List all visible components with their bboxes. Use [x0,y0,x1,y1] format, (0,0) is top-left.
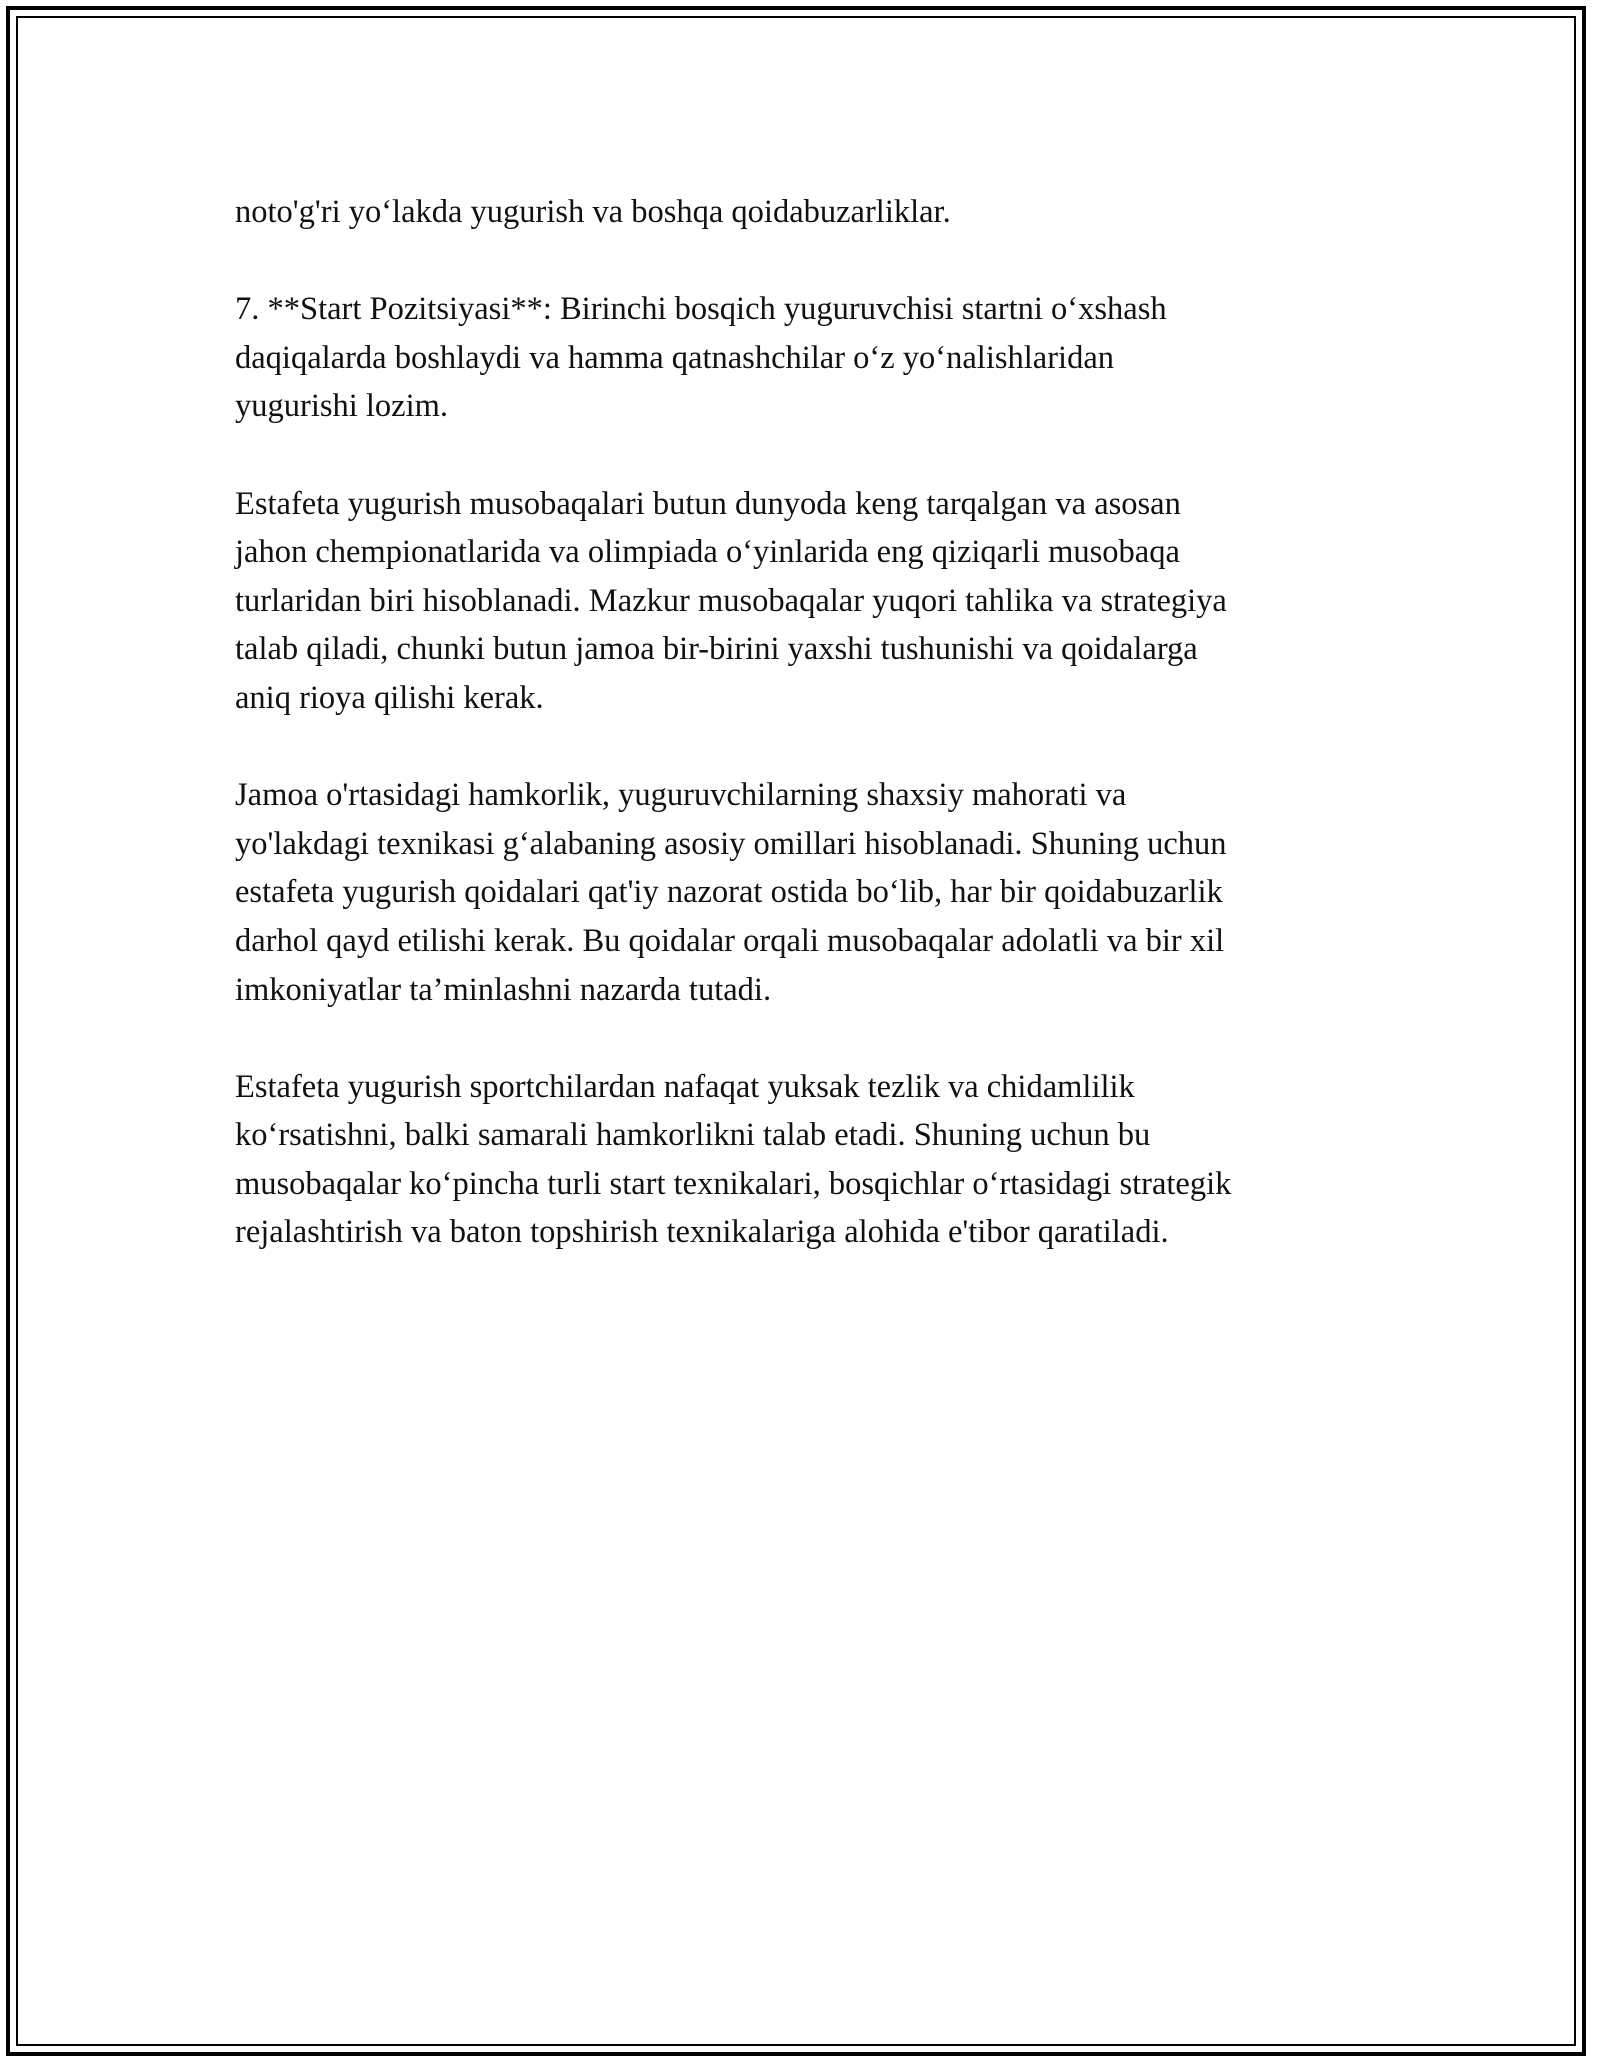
paragraph-techniques: Estafeta yugurish sportchilardan nafaqat yuksak tezlik va chidamlilik ko‘rsatishni, balki samarali hamkorlikni talab etadi. Shuning uchun bu musobaqalar ko‘pincha turli start texnikalari, bosqichlar o‘rtasidagi strategik rejalashtirish va baton topshirish texnikalariga alohida e'tibor qaratiladi. [235,1068,1232,1251]
paragraph-continuation: noto'g'ri yo‘lakda yugurish va boshqa qoidabuzarliklar. [235,194,951,230]
paragraph-relay-popularity: Estafeta yugurish musobaqalari butun dunyoda keng tarqalgan va asosan jahon chempionatlarida va olimpiada o‘yinlarida eng qiziqarli musobaqa turlaridan biri hisoblanadi. Mazkur musobaqalar yuqori tahlika va strategiya talab qiladi, chunki butun jamoa bir-birini yaxshi tushunishi va qoidalarga aniq rioya qilishi kerak. [235,485,1227,716]
paragraph-start-position: 7. **Start Pozitsiyasi**: Birinchi bosqich yuguruvchisi startni o‘xshash daqiqalarda boshlaydi va hamma qatnashchilar o‘z yo‘nalishlaridan yugurishi lozim. [235,291,1167,425]
document-body [235,188,1375,1306]
paragraph-teamwork: Jamoa o'rtasidagi hamkorlik, yuguruvchilarning shaxsiy mahorati va yo'lakdagi texnikasi g‘alabaning asosiy omillari hisoblanadi. Shuning uchun estafeta yugurish qoidalari qat'iy nazorat ostida bo‘lib, har bir qoidabuzarlik darhol qayd etilishi kerak. Bu qoidalar orqali musobaqalar adolatli va bir xil imkoniyatlar ta’minlashni nazarda tutadi. [235,777,1227,1008]
